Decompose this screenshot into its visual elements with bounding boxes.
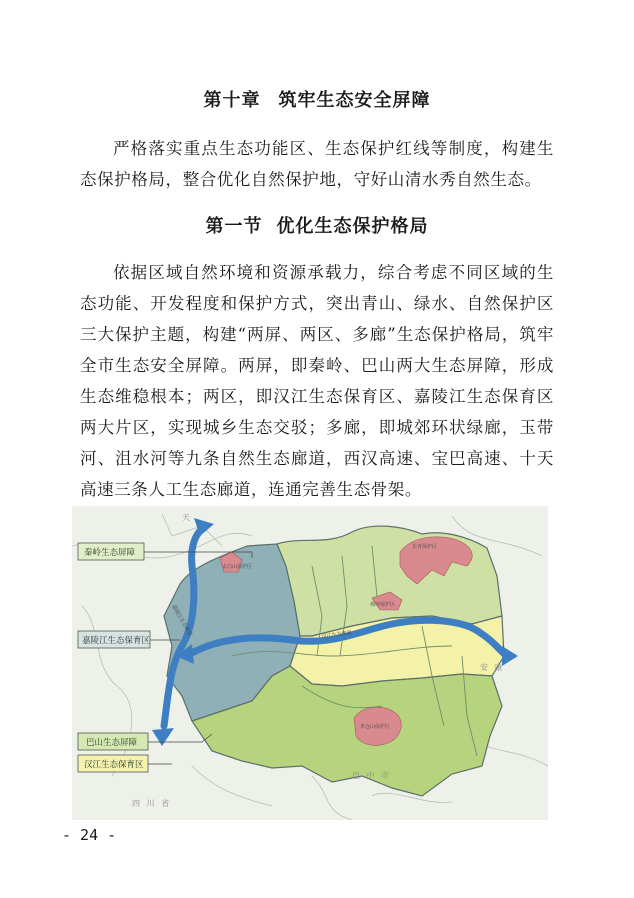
chapter-title: 筑牢生态安全屏障 xyxy=(278,90,431,111)
section-heading xyxy=(0,212,634,238)
chapter-number: 第十章 xyxy=(203,90,261,111)
ecological-pattern-map xyxy=(72,506,548,820)
place-label-ankang: 安 康 xyxy=(480,663,505,672)
chapter-heading xyxy=(0,86,634,112)
legend-jialing-label: 嘉陵江生态保育区 xyxy=(82,636,151,646)
section-paragraph: 依据区域自然环境和资源承载力，综合考虑不同区域的生态功能、开发程度和保护方式，突出青山、绿水、自然保护区三大保护主题，构建“两屏、两区、多廊”生态保护格局，筑牢全市生态安全屏障。两屏，即秦岭、巴山两大生态屏障，形成生态维稳根本；两区，即汉江生态保育区、嘉陵江生态保育区两大片区，实现城乡生态交驳；多廊，即城郊环状绿廊，玉带河、沮水河等九条自然生态廊道，西汉高速、宝巴高速、十天高速三条人工生态廊道，连通完善生态骨架。 xyxy=(80,263,554,499)
legend-qinling xyxy=(78,543,144,560)
legend-hanjiang xyxy=(78,755,148,772)
section-number: 第一节 xyxy=(205,216,263,237)
hanjiang-corridor-label: 汉江生态廊道 xyxy=(321,629,353,640)
reserve-label: 米仓山保护区 xyxy=(360,724,391,730)
legend-jialing xyxy=(78,631,151,648)
jialing-corridor-label: 嘉陵江生态廊道 xyxy=(170,604,193,638)
legend-hanjiang-label: 汉江生态保育区 xyxy=(84,760,144,770)
place-label-sichuan: 四 川 省 xyxy=(132,799,172,808)
legend-qinling-label: 秦岭生态屏障 xyxy=(84,548,136,558)
south-arrowhead xyxy=(152,728,174,746)
place-label-bazhong: 巴 中 市 xyxy=(352,771,392,780)
page-number: - 24 - xyxy=(62,826,117,844)
legend-bashan-label: 巴山生态屏障 xyxy=(86,738,138,748)
reserve-label: 佛坪保护区 xyxy=(370,602,396,608)
intro-paragraph: 严格落实重点生态功能区、生态保护红线等制度，构建生态保护格局，整合优化自然保护地，守好山清水秀自然生态。 xyxy=(80,139,554,189)
legend-bashan xyxy=(78,733,148,750)
place-label-tian: 天 xyxy=(182,513,192,522)
reserve-label: 太白山保护区 xyxy=(222,564,253,570)
section-title: 优化生态保护格局 xyxy=(276,216,429,237)
reserve-label: 长青保护区 xyxy=(412,544,438,550)
